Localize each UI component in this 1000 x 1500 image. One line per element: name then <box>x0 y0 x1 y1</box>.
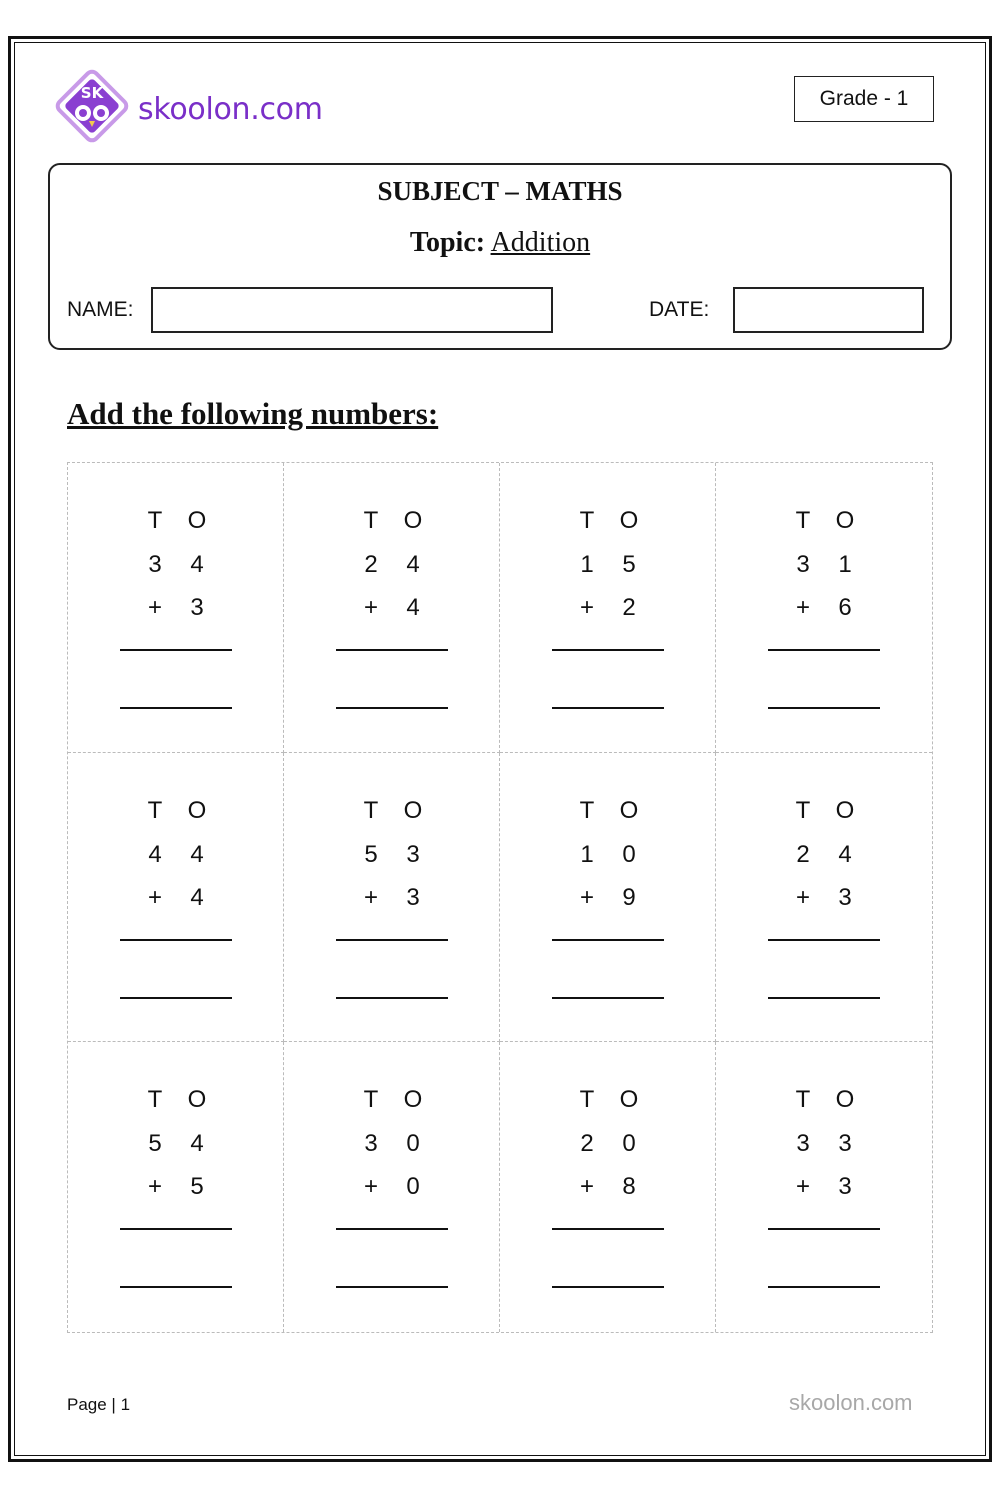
plus-sign: + <box>147 1173 162 1201</box>
tens-digit: 2 <box>580 1130 594 1158</box>
tens-header: T <box>363 796 379 824</box>
ones-header: O <box>403 796 423 824</box>
date-label: DATE: <box>649 298 710 321</box>
ones-header: O <box>835 507 855 534</box>
tens-digit: 1 <box>580 840 594 868</box>
answer-line[interactable] <box>336 997 448 999</box>
tens-header: T <box>363 507 379 534</box>
tens-header: T <box>579 1086 595 1114</box>
sum-rule <box>120 649 232 651</box>
topic-line <box>0 227 1000 259</box>
tens-digit: 3 <box>796 1130 810 1158</box>
ones-header: O <box>619 796 639 824</box>
tens-digit: 3 <box>796 551 810 578</box>
plus-sign: + <box>147 594 162 621</box>
answer-line[interactable] <box>336 707 448 709</box>
ones-digit: 1 <box>838 551 852 578</box>
ones-header: O <box>187 507 207 534</box>
ones-digit: 3 <box>406 840 420 868</box>
addend-digit: 3 <box>838 1173 852 1201</box>
name-field[interactable] <box>151 287 553 333</box>
addend-digit: 3 <box>190 594 204 621</box>
topic-label: Topic: <box>409 227 486 258</box>
owl-logo-icon <box>50 64 134 148</box>
plus-sign: + <box>363 594 378 621</box>
plus-sign: + <box>795 883 810 911</box>
sum-rule <box>768 1228 880 1230</box>
tens-digit: 2 <box>364 551 378 578</box>
subject-title: SUBJECT – MATHS <box>377 176 623 206</box>
plus-sign: + <box>363 1173 378 1201</box>
tens-header: T <box>147 796 163 824</box>
ones-digit: 3 <box>838 1130 852 1158</box>
sum-rule <box>552 1228 664 1230</box>
ones-header: O <box>403 507 423 534</box>
tens-digit: 5 <box>148 1130 162 1158</box>
ones-header: O <box>187 796 207 824</box>
sum-rule <box>552 649 664 651</box>
ones-digit: 4 <box>190 1130 204 1158</box>
tens-header: T <box>147 1086 163 1114</box>
answer-line[interactable] <box>552 707 664 709</box>
ones-digit: 5 <box>622 551 636 578</box>
tens-header: T <box>795 507 811 534</box>
problem-cell <box>716 463 932 753</box>
plus-sign: + <box>579 594 594 621</box>
date-field[interactable] <box>733 287 924 333</box>
tens-digit: 3 <box>148 551 162 578</box>
ones-header: O <box>403 1086 423 1114</box>
ones-digit: 4 <box>190 840 204 868</box>
name-label: NAME: <box>67 298 134 321</box>
problem-cell <box>68 753 284 1043</box>
page-number: Page | 1 <box>67 1395 131 1414</box>
plus-sign: + <box>795 594 810 621</box>
plus-sign: + <box>147 883 162 911</box>
addend-digit: 6 <box>838 594 852 621</box>
ones-digit: 0 <box>406 1130 420 1158</box>
tens-header: T <box>363 1086 379 1114</box>
problem-cell <box>500 1042 716 1332</box>
problem-cell <box>68 463 284 753</box>
ones-header: O <box>835 796 855 824</box>
ones-digit: 0 <box>622 1130 636 1158</box>
problem-grid <box>67 462 933 1333</box>
footer-brand: skoolon.com <box>789 1390 913 1415</box>
brand-name: skoolon.com <box>138 92 323 127</box>
problem-cell <box>500 753 716 1043</box>
addend-digit: 3 <box>406 883 420 911</box>
tens-digit: 5 <box>364 840 378 868</box>
problem-cell <box>284 753 500 1043</box>
sum-rule <box>336 649 448 651</box>
sum-rule <box>552 939 664 941</box>
ones-header: O <box>835 1086 855 1114</box>
sum-rule <box>768 649 880 651</box>
tens-digit: 2 <box>796 840 810 868</box>
topic-value: Addition <box>490 227 591 258</box>
ones-header: O <box>619 507 639 534</box>
logo-letters: SK <box>80 84 104 102</box>
answer-line[interactable] <box>120 997 232 999</box>
ones-digit: 4 <box>190 551 204 578</box>
sum-rule <box>336 939 448 941</box>
ones-digit: 0 <box>622 840 636 868</box>
answer-line[interactable] <box>552 997 664 999</box>
tens-digit: 4 <box>148 840 162 868</box>
tens-digit: 3 <box>364 1130 378 1158</box>
ones-header: O <box>619 1086 639 1114</box>
plus-sign: + <box>579 883 594 911</box>
answer-line[interactable] <box>120 1286 232 1288</box>
tens-header: T <box>795 796 811 824</box>
addend-digit: 4 <box>190 883 204 911</box>
tens-header: T <box>579 796 595 824</box>
tens-header: T <box>579 507 595 534</box>
addend-digit: 9 <box>622 883 636 911</box>
addend-digit: 0 <box>406 1173 420 1201</box>
tens-digit: 1 <box>580 551 594 578</box>
problem-cell <box>500 463 716 753</box>
sum-rule <box>336 1228 448 1230</box>
addend-digit: 4 <box>406 594 420 621</box>
problem-cell <box>716 1042 932 1332</box>
sum-rule <box>120 1228 232 1230</box>
problem-cell <box>284 1042 500 1332</box>
answer-line[interactable] <box>120 707 232 709</box>
grade-badge: Grade - 1 <box>794 76 934 122</box>
sum-rule <box>120 939 232 941</box>
answer-line[interactable] <box>552 1286 664 1288</box>
ones-digit: 4 <box>406 551 420 578</box>
ones-digit: 4 <box>838 840 852 868</box>
plus-sign: + <box>795 1173 810 1201</box>
answer-line[interactable] <box>768 997 880 999</box>
addend-digit: 5 <box>190 1173 204 1201</box>
addend-digit: 8 <box>622 1173 636 1201</box>
problem-cell <box>68 1042 284 1332</box>
instruction-heading: Add the following numbers: <box>67 396 439 431</box>
tens-header: T <box>795 1086 811 1114</box>
answer-line[interactable] <box>768 1286 880 1288</box>
plus-sign: + <box>363 883 378 911</box>
addend-digit: 3 <box>838 883 852 911</box>
answer-line[interactable] <box>768 707 880 709</box>
problem-cell <box>716 753 932 1043</box>
ones-header: O <box>187 1086 207 1114</box>
sum-rule <box>768 939 880 941</box>
tens-header: T <box>147 507 163 534</box>
answer-line[interactable] <box>336 1286 448 1288</box>
plus-sign: + <box>579 1173 594 1201</box>
problem-cell <box>284 463 500 753</box>
addend-digit: 2 <box>622 594 636 621</box>
